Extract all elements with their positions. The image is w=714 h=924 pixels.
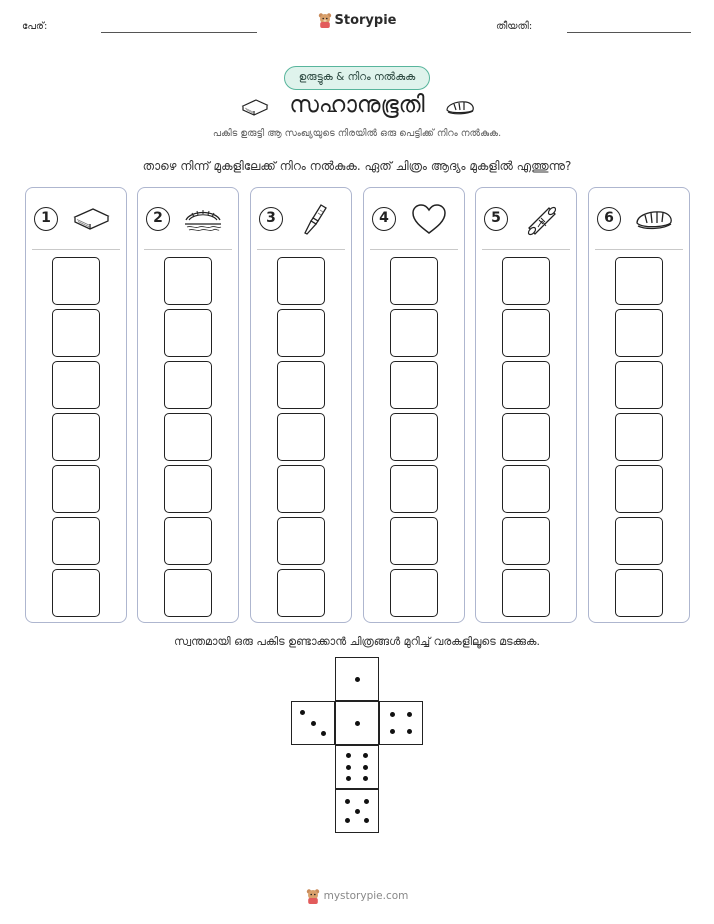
color-box[interactable] xyxy=(390,361,438,409)
dice-pip xyxy=(355,677,360,682)
column-number: 3 xyxy=(259,207,283,231)
color-box[interactable] xyxy=(164,257,212,305)
color-box[interactable] xyxy=(390,257,438,305)
dice-pip xyxy=(346,776,351,781)
color-box[interactable] xyxy=(52,465,100,513)
dice-pip xyxy=(390,729,395,734)
color-box[interactable] xyxy=(164,413,212,461)
column-divider xyxy=(595,249,683,250)
dice-pip xyxy=(407,712,412,717)
color-box[interactable] xyxy=(615,257,663,305)
color-box[interactable] xyxy=(390,413,438,461)
column-divider xyxy=(482,249,570,250)
sandal-icon xyxy=(634,202,674,236)
dice-pip xyxy=(364,799,369,804)
dice-pip xyxy=(363,776,368,781)
color-box[interactable] xyxy=(52,413,100,461)
brand-name: Storypie xyxy=(334,12,397,28)
sandal-icon xyxy=(444,95,476,117)
color-box[interactable] xyxy=(277,257,325,305)
column-number: 4 xyxy=(372,207,396,231)
dice-face-6 xyxy=(335,745,379,789)
color-box[interactable] xyxy=(52,361,100,409)
column-1 xyxy=(25,187,127,623)
dice-face-1 xyxy=(335,657,379,701)
color-box[interactable] xyxy=(277,309,325,357)
brand-logo xyxy=(0,12,714,32)
column-divider xyxy=(32,249,120,250)
column-2 xyxy=(137,187,239,623)
dice-face-1 xyxy=(335,701,379,745)
heart-icon xyxy=(409,202,449,236)
column-divider xyxy=(144,249,232,250)
book-icon xyxy=(71,202,111,236)
color-box[interactable] xyxy=(277,361,325,409)
color-box[interactable] xyxy=(390,569,438,617)
bridge-icon xyxy=(183,202,223,236)
color-box[interactable] xyxy=(615,517,663,565)
dice-pip xyxy=(363,765,368,770)
column-number: 6 xyxy=(597,207,621,231)
column-number: 1 xyxy=(34,207,58,231)
color-box[interactable] xyxy=(615,465,663,513)
dice-pip xyxy=(355,721,360,726)
dice-face-3 xyxy=(291,701,335,745)
color-box[interactable] xyxy=(164,569,212,617)
color-box[interactable] xyxy=(615,309,663,357)
footer xyxy=(0,888,714,908)
footer-url: mystorypie.com xyxy=(323,890,409,902)
column-3 xyxy=(250,187,352,623)
color-box[interactable] xyxy=(502,517,550,565)
chisel-icon xyxy=(296,202,336,236)
color-box[interactable] xyxy=(277,569,325,617)
dice-pip xyxy=(346,753,351,758)
instruction-cut-fold: സ്വന്തമായി ഒരു പകിട ഉണ്ടാക്കാൻ ചിത്രങ്ങൾ മുറിച്ച് വരകളിലൂടെ മടക്കുക. xyxy=(174,635,540,648)
date-line xyxy=(567,32,691,33)
color-box[interactable] xyxy=(502,465,550,513)
date-label: തീയതി: xyxy=(496,21,533,32)
color-box[interactable] xyxy=(390,309,438,357)
bear-mascot-icon xyxy=(318,12,332,28)
dice-pip xyxy=(311,721,316,726)
name-line xyxy=(101,32,257,33)
color-box[interactable] xyxy=(615,569,663,617)
name-label: പേര്: xyxy=(22,21,48,32)
color-box[interactable] xyxy=(164,517,212,565)
column-number: 2 xyxy=(146,207,170,231)
color-box[interactable] xyxy=(52,517,100,565)
color-box[interactable] xyxy=(277,465,325,513)
color-box[interactable] xyxy=(615,413,663,461)
dice-pip xyxy=(300,710,305,715)
column-6 xyxy=(588,187,690,623)
color-box[interactable] xyxy=(390,465,438,513)
color-box[interactable] xyxy=(52,257,100,305)
dice-pip xyxy=(363,753,368,758)
dice-pip xyxy=(321,731,326,736)
color-box[interactable] xyxy=(502,569,550,617)
color-box[interactable] xyxy=(502,361,550,409)
column-5 xyxy=(475,187,577,623)
dice-pip xyxy=(345,818,350,823)
dice-face-4 xyxy=(379,701,423,745)
color-box[interactable] xyxy=(615,361,663,409)
color-box[interactable] xyxy=(502,413,550,461)
color-box[interactable] xyxy=(390,517,438,565)
color-box[interactable] xyxy=(502,309,550,357)
column-number: 5 xyxy=(484,207,508,231)
dice-pip xyxy=(355,809,360,814)
color-box[interactable] xyxy=(164,465,212,513)
color-box[interactable] xyxy=(277,517,325,565)
color-box[interactable] xyxy=(164,309,212,357)
column-divider xyxy=(370,249,458,250)
dice-face-5 xyxy=(335,789,379,833)
color-box[interactable] xyxy=(164,361,212,409)
dice-pip xyxy=(346,765,351,770)
page-title: സഹാനുഭൂതി xyxy=(289,92,425,118)
activity-badge: ഉരുട്ടുക & നിറം നൽകുക xyxy=(284,66,430,90)
color-box[interactable] xyxy=(277,413,325,461)
color-box[interactable] xyxy=(52,309,100,357)
dice-pip xyxy=(407,729,412,734)
subtitle: പകിട ഉരുട്ടി ആ സംഖ്യയുടെ നിരയിൽ ഒരു പെട്ടിക്ക് നിറം നൽകുക. xyxy=(212,128,502,139)
scroll-icon xyxy=(521,202,561,236)
color-box[interactable] xyxy=(52,569,100,617)
dice-pip xyxy=(390,712,395,717)
bear-mascot-icon xyxy=(306,888,320,904)
dice-pip xyxy=(364,818,369,823)
dice-pip xyxy=(345,799,350,804)
column-4 xyxy=(363,187,465,623)
column-divider xyxy=(257,249,345,250)
question: താഴെ നിന്ന് മുകളിലേക്ക് നിറം നൽകുക. ഏത് ചിത്രം ആദ്യം മുകളിൽ എത്തുന്നു? xyxy=(142,159,572,173)
color-box[interactable] xyxy=(502,257,550,305)
